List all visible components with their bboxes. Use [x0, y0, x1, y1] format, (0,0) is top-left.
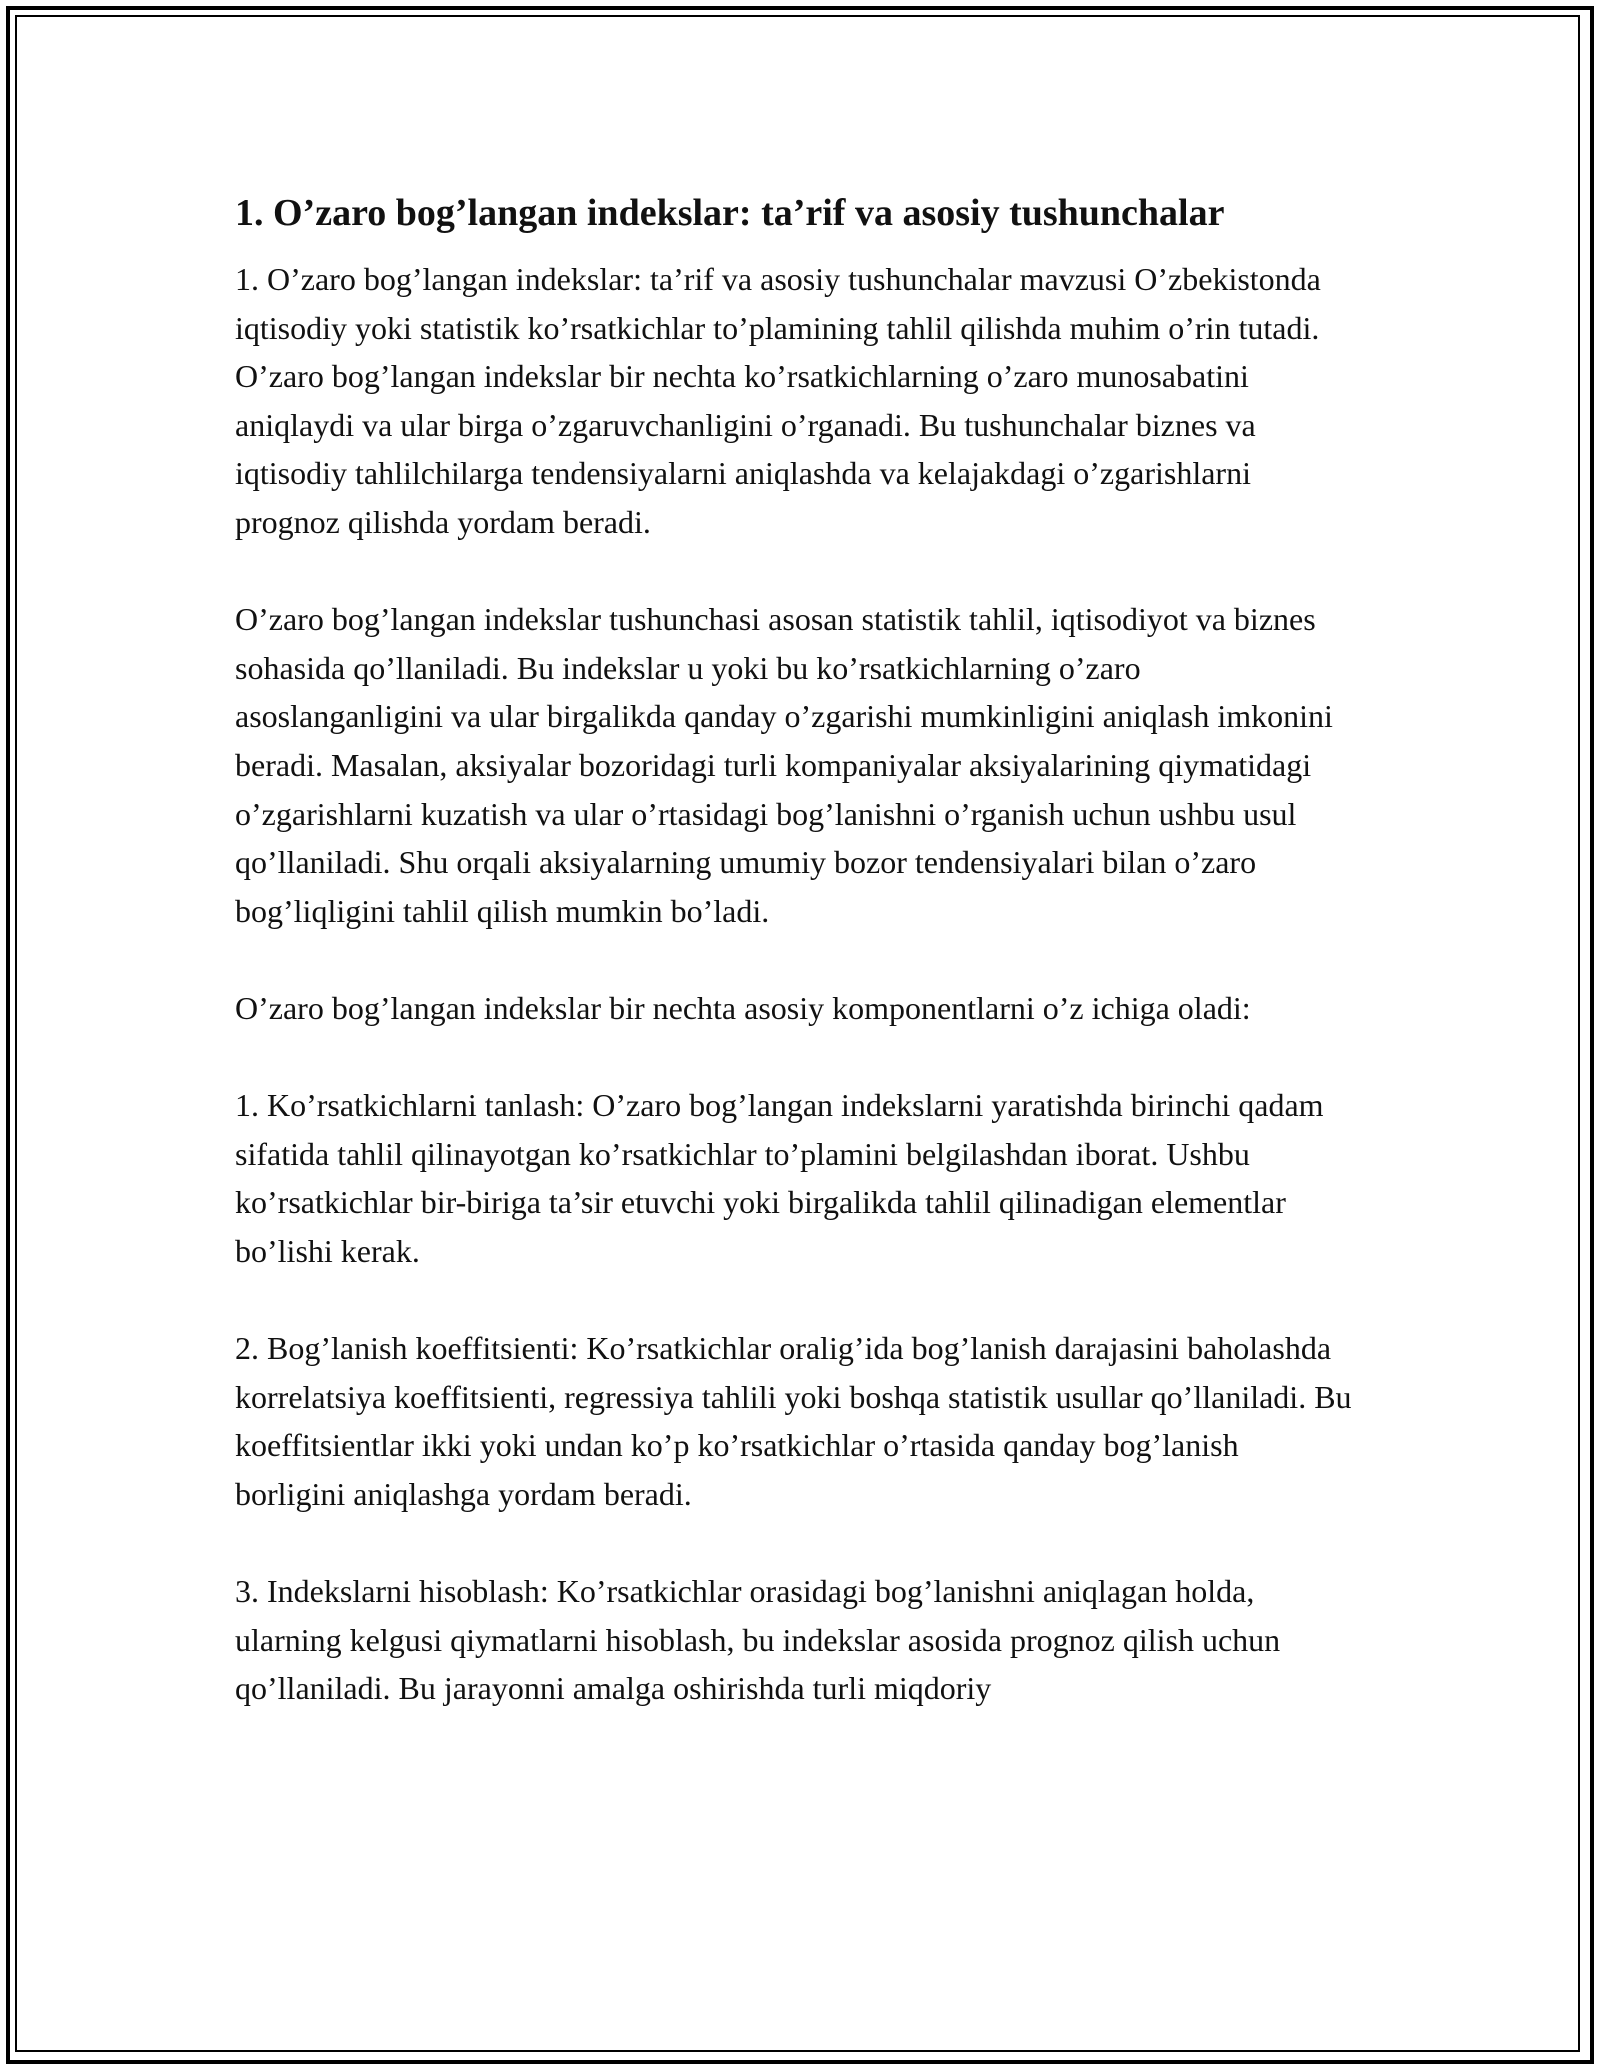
paragraph-intro: 1. O’zaro bog’langan indekslar: ta’rif va asosiy tushunchalar mavzusi O’zbekistonda iqtisodiy yoki statistik ko’rsatkichlar to’plamining tahlil qilishda muhim o’rin tutadi. O’zaro bog’langan indekslar bir nechta ko’rsatkichlarning o’zaro munosabatini aniqlaydi va ular birga o’zgaruvchanligini o’rganadi. Bu tushunchalar biznes va iqtisodiy tahlilchilarga tendensiyalarni aniqlashda va kelajakdagi o’zgarishlarni prognoz qilishda yordam beradi.: [235, 261, 1321, 540]
paragraph-item-1: 1. Ko’rsatkichlarni tanlash: O’zaro bog’langan indekslarni yaratishda birinchi qadam sifatida tahlil qilinayotgan ko’rsatkichlar to’plamini belgilashdan iborat. Ushbu ko’rsatkichlar bir-biriga ta’sir etuvchi yoki birgalikda tahlil qilinadigan elementlar bo’lishi kerak.: [235, 1087, 1324, 1269]
paragraph-components-intro: O’zaro bog’langan indekslar bir nechta asosiy komponentlarni o’z ichiga oladi:: [235, 989, 1251, 1026]
paragraph-item-3: 3. Indekslarni hisoblash: Ko’rsatkichlar orasidagi bog’lanishni aniqlagan holda, ularning kelgusi qiymatlarni hisoblash, bu indekslar asosida prognoz qilish uchun qo’llaniladi. Bu jarayonni amalga oshirishda turli miqdoriy: [235, 1573, 1281, 1707]
document-title: 1. O’zaro bog’langan indekslar: ta’rif va asosiy tushunchalar: [235, 192, 1225, 234]
paragraph-concept: O’zaro bog’langan indekslar tushunchasi asosan statistik tahlil, iqtisodiyot va biznes sohasida qo’llaniladi. Bu indekslar u yoki bu ko’rsatkichlarning o’zaro asoslanganligini va ular birgalikda qanday o’zgarishi mumkinligini aniqlash imkonini beradi. Masalan, aksiyalar bozoridagi turli kompaniyalar aksiyalarining qiymatidagi o’zgarishlarni kuzatish va ular o’rtasidagi bog’lanishni o’rganish uchun ushbu usul qo’llaniladi. Shu orqali aksiyalarning umumiy bozor tendensiyalari bilan o’zaro bog’liqligini tahlil qilish mumkin bo’ladi.: [235, 601, 1333, 929]
document-body: [235, 185, 1355, 1713]
paragraph-item-2: 2. Bog’lanish koeffitsienti: Ko’rsatkichlar oralig’ida bog’lanish darajasini baholashda korrelatsiya koeffitsienti, regressiya tahlili yoki boshqa statistik usullar qo’llaniladi. Bu koeffitsientlar ikki yoki undan ko’p ko’rsatkichlar o’rtasida qanday bog’lanish borligini aniqlashga yordam beradi.: [235, 1330, 1352, 1512]
